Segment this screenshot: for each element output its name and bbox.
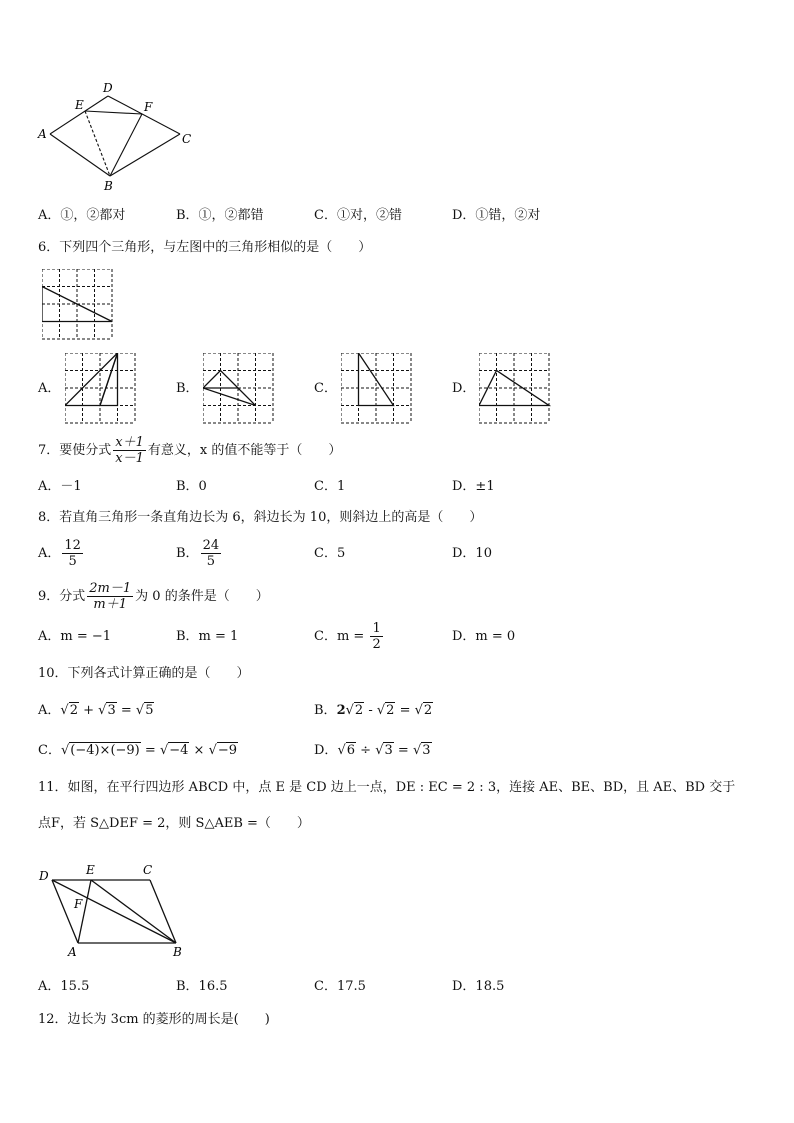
q7-option-a: A．－1 <box>38 479 82 494</box>
q10-d-div: ÷ <box>356 743 376 758</box>
q5-option-a: A．①，②都对 <box>38 208 126 223</box>
q10-a-root2: 3 <box>107 703 116 718</box>
q10-a-root1: 2 <box>69 703 78 718</box>
q8-option-d: D．10 <box>452 546 492 561</box>
q5-seg-EF <box>85 111 142 114</box>
q10-c-root1: (−4)×(−9) <box>70 743 140 758</box>
q11-option-c: C．17.5 <box>314 979 366 994</box>
q11-seg-AD <box>52 880 78 943</box>
q6-option-b-figure <box>203 353 275 425</box>
q9-option-c <box>314 620 385 654</box>
q5-option-c: C．①对，②错 <box>314 208 402 223</box>
q9-option-a: A．m = −1 <box>38 629 112 644</box>
q9-frac-den: m＋1 <box>93 597 128 612</box>
q8-option-a-label: A． <box>38 546 61 561</box>
q5-label-A: A <box>38 127 47 141</box>
q10-b-root2: 2 <box>386 703 395 718</box>
q10-c-times: × <box>189 743 209 758</box>
q10-c-label: C． <box>38 743 61 758</box>
q10-c-eq: = <box>140 743 160 758</box>
q11-label-A: A <box>68 945 77 959</box>
q8-b-num: 24 <box>202 538 220 553</box>
q9-fraction <box>87 581 133 612</box>
q6-option-b-label: B． <box>176 381 199 396</box>
q10-b-minus: - <box>364 703 377 718</box>
q5-option-b: B．①，②都错 <box>176 208 264 223</box>
q10-a-eq: = <box>116 703 136 718</box>
q5-option-d: D．①错，②对 <box>452 208 541 223</box>
q5-label-E: E <box>75 98 84 112</box>
q10-b-root3: 2 <box>423 703 433 718</box>
q7-option-c: C．1 <box>314 479 346 494</box>
q11-label-F: F <box>74 897 83 911</box>
q5-label-F: F <box>144 100 153 114</box>
q6-option-d-label: D． <box>452 381 476 396</box>
q11-label-B: B <box>173 945 182 959</box>
q10-option-d: D．√6 ÷ √3 = √3 <box>314 743 431 758</box>
q7-frac-num: x＋1 <box>115 435 144 450</box>
q7-frac-den: x－1 <box>115 451 144 466</box>
q5-seg-BA <box>50 134 110 176</box>
q11-seg-BD <box>52 880 176 943</box>
q8-a-den: 5 <box>68 554 77 569</box>
q10-b-coef: 2 <box>336 703 346 718</box>
q7-stem-post: 有意义，x 的值不能等于（ ） <box>147 443 342 458</box>
q6-stem: 6．下列四个三角形，与左图中的三角形相似的是（ ） <box>38 240 372 255</box>
q6-option-d-figure <box>479 353 551 425</box>
q8-b-den: 5 <box>206 554 215 569</box>
q10-b-root1: 2 <box>354 703 364 718</box>
q7-option-b: B．0 <box>176 479 207 494</box>
q8-option-b-fraction <box>201 538 222 569</box>
q11-figure <box>30 855 200 960</box>
q10-a-plus: + <box>78 703 99 718</box>
q5-label-B: B <box>104 179 113 193</box>
q9-frac-num: 2m－1 <box>89 581 132 596</box>
q9-option-d: D．m = 0 <box>452 629 516 644</box>
q8-option-a-fraction <box>62 538 83 569</box>
q10-option-b: B．2√2 - √2 = √2 <box>314 703 433 718</box>
q8-option-a <box>38 537 85 571</box>
q9-option-c-label: C．m = <box>314 629 369 644</box>
q11-label-D: D <box>39 869 49 883</box>
q10-b-label: B． <box>314 703 337 718</box>
q7-stem <box>38 434 341 468</box>
q8-option-b-label: B． <box>176 546 199 561</box>
q5-figure <box>30 78 200 196</box>
q8-stem: 8．若直角三角形一条直角边长为 6，斜边长为 10，则斜边上的高是（ ） <box>38 510 483 525</box>
q8-option-c: C．5 <box>314 546 346 561</box>
q11-stem-line2: 点F，若 S△DEF = 2，则 S△AEB =（ ） <box>38 816 310 831</box>
q10-option-a: A．√2 + √3 = √5 <box>38 703 154 718</box>
q11-option-d: D．18.5 <box>452 979 505 994</box>
q7-option-d: D．±1 <box>452 479 495 494</box>
q10-d-root2: 3 <box>384 743 393 758</box>
q11-label-E: E <box>86 863 95 877</box>
q12-stem: 12．边长为 3cm 的菱形的周长是( ) <box>38 1012 270 1027</box>
q5-label-C: C <box>182 132 192 146</box>
q9-option-c-fraction <box>370 621 382 652</box>
q10-option-c: C．√(−4)×(−9) = √−4 × √−9 <box>38 743 238 758</box>
q9-option-b: B．m = 1 <box>176 629 239 644</box>
q9-stem-pre: 9．分式 <box>38 589 86 604</box>
q11-option-a: A．15.5 <box>38 979 90 994</box>
q10-b-eq: = <box>395 703 415 718</box>
q9-stem <box>38 580 269 614</box>
q6-reference-figure <box>42 269 114 341</box>
q11-label-C: C <box>143 863 153 877</box>
q10-d-label: D． <box>314 743 338 758</box>
q7-stem-pre: 7．要使分式 <box>38 443 112 458</box>
q10-a-root3: 5 <box>145 703 154 718</box>
q10-stem: 10．下列各式计算正确的是（ ） <box>38 666 250 681</box>
q10-d-root3: 3 <box>422 743 431 758</box>
q5-seg-EB-dashed <box>85 111 110 176</box>
q6-option-a-figure <box>65 353 137 425</box>
q7-fraction <box>113 435 146 466</box>
q11-seg-AE <box>78 880 91 943</box>
q6-option-c-label: C． <box>314 381 337 396</box>
q5-label-D: D <box>103 81 113 95</box>
q11-option-b: B．16.5 <box>176 979 228 994</box>
q8-a-num: 12 <box>64 538 81 553</box>
q10-a-label: A． <box>38 703 61 718</box>
q10-c-root2: −4 <box>169 743 189 758</box>
q9-c-num: 1 <box>372 621 381 636</box>
q11-stem-line1: 11．如图，在平行四边形 ABCD 中，点 E 是 CD 边上一点，DE : EC = 2 : 3，连接 AE、BE、BD，且 AE、BD 交于 <box>38 780 736 795</box>
q9-c-den: 2 <box>372 637 381 652</box>
q6-option-c-figure <box>341 353 413 425</box>
q9-stem-post: 为 0 的条件是（ ） <box>135 589 269 604</box>
q10-d-eq: = <box>393 743 413 758</box>
q6-option-a-label: A． <box>38 381 61 396</box>
q10-c-root3: −9 <box>217 743 238 758</box>
q10-d-root1: 6 <box>346 743 356 758</box>
q8-option-b <box>176 537 223 571</box>
